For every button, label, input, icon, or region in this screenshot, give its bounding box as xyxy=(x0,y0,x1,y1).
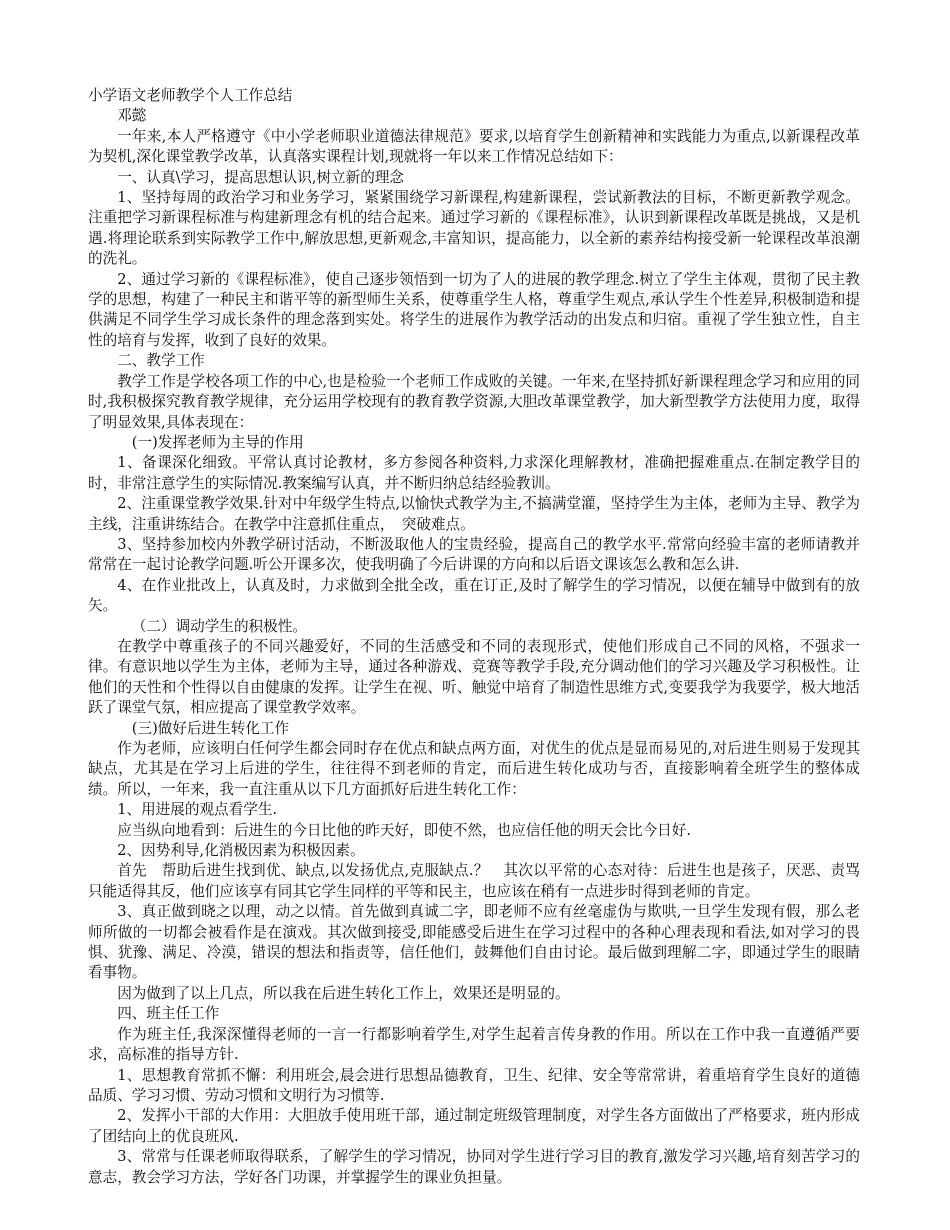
paragraph: 2、因势利导,化消极因素为积极因素。 xyxy=(117,842,365,860)
paragraph: 作为班主任,我深深懂得老师的一言一行都影响着学生,对学生起着言传身教的作用。所以在工作中我一直遵循严要求，高标准的指导方针. xyxy=(88,1025,860,1064)
paragraph: 1、思想教育常抓不懈：利用班会,晨会进行思想品德教育，卫生、纪律、安全等常常讲，着重培育学生良好的道德品质、学习习惯、劳动习惯和文明行为习惯等. xyxy=(88,1066,860,1104)
paragraph: 3、坚持参加校内外教学研讨活动，不断汲取他人的宝贵经验，提高自己的教学水平.常常向经验丰富的老师请教并常常在一起讨论教学问题.听公开课多次，使我明确了今后讲课的方向和以后语文课该怎么教和怎么讲. xyxy=(88,535,860,574)
document-body xyxy=(88,127,860,1188)
paragraph: 教学工作是学校各项工作的中心,也是检验一个老师工作成败的关键。一年来,在坚持抓好新课程理念学习和应用的同时,我积极探究教育教学规律，充分运用学校现有的教育教学资源,大胆改革课堂教学，加大新型教学方法使用力度，取得了明显效果,具体表现在： xyxy=(88,372,860,431)
document-title: 小学语文老师教学个人工作总结 xyxy=(88,87,293,104)
paragraph: 2、发挥小干部的大作用：大胆放手使用班干部，通过制定班级管理制度，对学生各方面做出了严格要求，班内形成了团结向上的优良班风. xyxy=(88,1107,860,1145)
paragraph: 1、用进展的观点看学生. xyxy=(117,801,278,819)
paragraph: 应当纵向地看到：后进生的今日比他的昨天好，即使不然，也应信任他的明天会比今日好. xyxy=(117,821,691,839)
paragraph: 四、班主任工作 xyxy=(117,1005,220,1023)
paragraph: （二）调动学生的积极性。 xyxy=(131,617,307,635)
paragraph: 2、注重课堂教学效果.针对中年级学生特点,以愉快式教学为主,不搞满堂灌，坚持学生为主体，老师为主导、教学为主线，注重讲练结合。在教学中注意抓住重点， 突破难点。 xyxy=(88,495,860,533)
paragraph: 4、在作业批改上，认真及时，力求做到全批全改，重在订正,及时了解学生的学习情况，以便在辅导中做到有的放矢。 xyxy=(88,576,860,615)
paragraph: 3、真正做到晓之以理，动之以情。首先做到真诚二字，即老师不应有丝毫虚伪与欺哄,一旦学生发现有假，那么老师所做的一切都会被看作是在演戏。其次做到接受,即能感受后进生在学习过程中的各种心理表现和看法,如对学习的畏惧、犹豫、满足、冷漠，错误的想法和指责等，信任他们，鼓舞他们自由讨论。最后做到理解二字，即通过学生的眼睛看事物。 xyxy=(88,903,860,982)
paragraph: 首先 帮助后进生找到优、缺点,以发扬优点,克服缺点.？ 其次以平常的心态对待：后进生也是孩子，厌恶、责骂只能适得其反，他们应该享有同其它学生同样的平等和民主，也应该在稍有一点进步时得到老师的肯定。 xyxy=(88,862,860,900)
paragraph: 二、教学工作 xyxy=(117,352,205,370)
paragraph: 2、通过学习新的《课程标准》，使自己逐步领悟到一切为了人的进展的教学理念.树立了学生主体观，贯彻了民主教学的思想，构建了一种民主和谐平等的新型师生关系，使尊重学生人格，尊重学生观点,承认学生个性差异,积极制造和提供满足不同学生学习成长条件的理念落到实处。将学生的进展作为教学活动的出发点和归宿。重视了学生独立性，自主性的培育与发挥，收到了良好的效果。 xyxy=(88,270,860,349)
document-author: 邓懿 xyxy=(117,107,147,125)
paragraph: 1、坚持每周的政治学习和业务学习，紧紧围绕学习新课程,构建新课程，尝试新教法的目标，不断更新教学观念。注重把学习新课程标准与构建新理念有机的结合起来。通过学习新的《课程标准》，认识到新课程改革既是挑战，又是机遇.将理论联系到实际教学工作中,解放思想,更新观念,丰富知识，提高能力，以全新的素养结构接受新一轮课程改革浪潮的洗礼。 xyxy=(88,189,860,268)
paragraph: 在教学中尊重孩子的不同兴趣爱好，不同的生活感受和不同的表现形式，使他们形成自己不同的风格，不强求一律。有意识地以学生为主体，老师为主导，通过各种游戏、竞赛等教学手段,充分调动他们的学习兴趣及学习积极性。让他们的天性和个性得以自由健康的发挥。让学生在视、听、触觉中培育了制造性思维方式,变要我学为我要学，极大地活跃了课堂气氛，相应提高了课堂教学效率。 xyxy=(88,637,860,717)
paragraph: 3、常常与任课老师取得联系，了解学生的学习情况，协同对学生进行学习目的教育,激发学习兴趣,培育刻苦学习的意志，教会学习方法，学好各门功课，并掌握学生的课业负担量。 xyxy=(88,1148,860,1186)
paragraph: 因为做到了以上几点，所以我在后进生转化工作上，效果还是明显的。 xyxy=(117,984,570,1002)
document-page xyxy=(88,86,860,1188)
paragraph: (三)做好后进生转化工作 xyxy=(131,719,290,737)
paragraph: 作为老师，应该明白任何学生都会同时存在优点和缺点两方面，对优生的优点是显而易见的,对后进生则易于发现其缺点，尤其是在学习上后进的学生，往往得不到老师的肯定，而后进生转化成功与否，直接影响着全班学生的整体成绩。所以，一年来，我一直注重从以下几方面抓好后进生转化工作： xyxy=(88,740,860,798)
paragraph: 一、认真\学习，提高思想认识,树立新的理念 xyxy=(117,168,405,186)
paragraph: 1、备课深化细致。平常认真讨论教材，多方参阅各种资料,力求深化理解教材，准确把握难重点.在制定教学目的时，非常注意学生的实际情况.教案编写认真，并不断归纳总结经验教训。 xyxy=(88,454,860,492)
paragraph: 一年来,本人严格遵守《中小学老师职业道德法律规范》要求,以培育学生创新精神和实践能力为重点,以新课程改革为契机,深化课堂教学改革，认真落实课程计划,现就将一年以来工作情况总结如下： xyxy=(88,127,860,166)
paragraph: (一)发挥老师为主导的作用 xyxy=(131,433,304,451)
